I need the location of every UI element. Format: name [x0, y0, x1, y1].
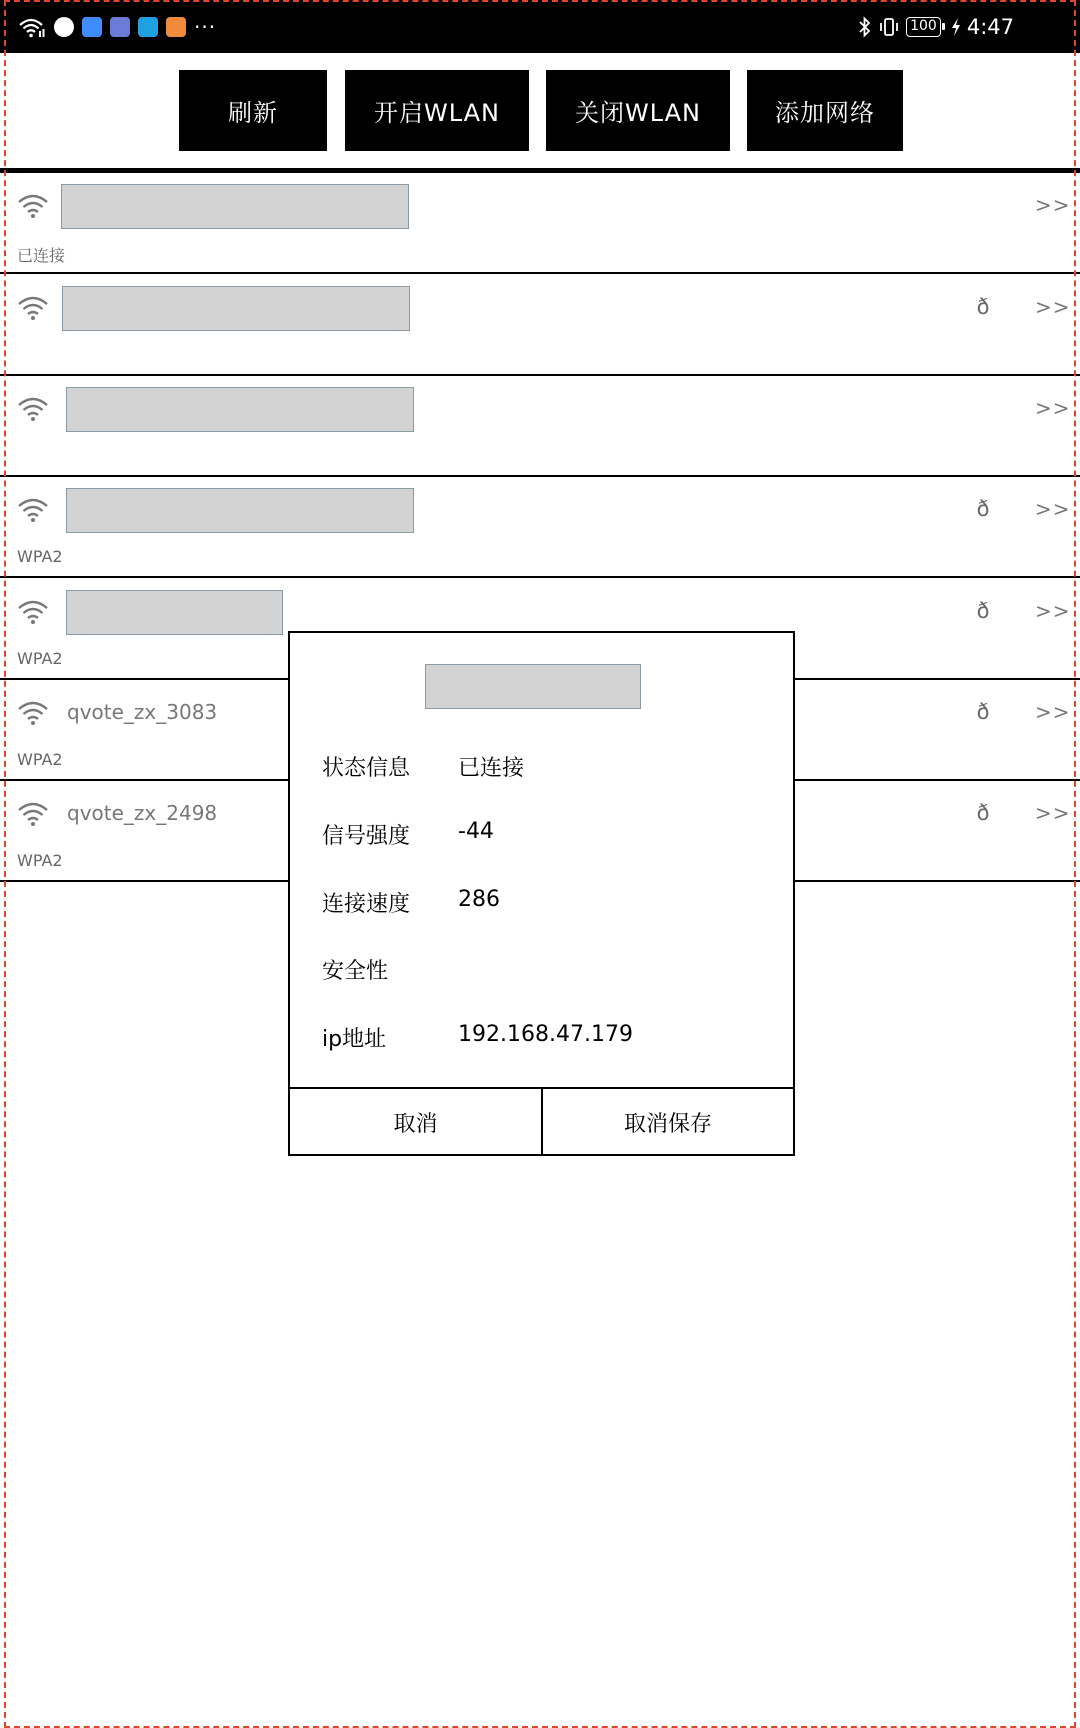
lock-icon: ð [976, 700, 990, 724]
details-arrow[interactable]: >> [1035, 700, 1071, 724]
search-app-icon [138, 17, 158, 37]
network-subtitle: WPA2 [17, 851, 63, 870]
wifi-signal-icon [17, 599, 49, 625]
dialog-button-bar [290, 1087, 793, 1154]
status-time: 4:47 [966, 14, 1014, 39]
dialog-label: 信号强度 [322, 824, 411, 849]
ssid-redacted-box [62, 286, 410, 331]
dialog-title-redacted [425, 664, 641, 709]
network-subtitle: WPA2 [17, 547, 63, 566]
wifi-signal-icon [17, 295, 49, 321]
ssid-redacted-box [61, 184, 409, 229]
lock-icon: ð [976, 295, 990, 319]
bluetooth-icon [858, 16, 872, 38]
ssid-label: qvote_zx_2498 [67, 801, 218, 825]
lock-icon: ð [976, 801, 990, 825]
ssid-redacted-box [66, 387, 414, 432]
dialog-value: 192.168.47.179 [458, 1022, 633, 1047]
disable-wlan-button[interactable]: 关闭WLAN [546, 70, 730, 151]
vibrate-icon [878, 16, 900, 38]
network-details-dialog [288, 631, 795, 1156]
dialog-value: 已连接 [458, 756, 525, 781]
lock-icon: ð [976, 599, 990, 623]
status-bar-right [858, 0, 1014, 53]
network-subtitle: 已连接 [17, 246, 66, 265]
lock-icon: ð [976, 497, 990, 521]
wifi-signal-icon [17, 396, 49, 422]
ssid-redacted-box [66, 590, 283, 635]
ssid-label: qvote_zx_3083 [67, 700, 218, 724]
dialog-label: 安全性 [322, 959, 389, 984]
add-network-button[interactable]: 添加网络 [747, 70, 903, 151]
status-bar-left [18, 0, 216, 53]
wifi-network-row[interactable] [0, 376, 1080, 477]
play-app-icon [166, 17, 186, 37]
toolbar [0, 53, 1080, 170]
wifi-network-row[interactable] [0, 477, 1080, 578]
wifi-network-row[interactable] [0, 275, 1080, 376]
network-subtitle: WPA2 [17, 750, 63, 769]
wifi-network-row[interactable] [0, 173, 1080, 274]
music-app-icon [110, 17, 130, 37]
dialog-label: ip地址 [322, 1027, 387, 1052]
forget-network-button[interactable]: 取消保存 [623, 1112, 712, 1137]
wifi-signal-icon [17, 801, 49, 827]
wifi-signal-icon [17, 700, 49, 726]
dialog-value: -44 [458, 819, 494, 844]
details-arrow[interactable]: >> [1035, 497, 1071, 521]
dialog-value: 286 [458, 887, 500, 912]
details-arrow[interactable]: >> [1035, 801, 1071, 825]
cloud-app-icon [82, 17, 102, 37]
enable-wlan-button[interactable]: 开启WLAN [345, 70, 529, 151]
cancel-button[interactable]: 取消 [393, 1112, 438, 1137]
details-arrow[interactable]: >> [1035, 193, 1071, 217]
status-bar [0, 0, 1080, 53]
more-dots-icon: ··· [194, 14, 217, 39]
wifi-signal-icon [17, 193, 49, 219]
dialog-label: 连接速度 [322, 892, 411, 917]
network-subtitle: WPA2 [17, 649, 63, 668]
details-arrow[interactable]: >> [1035, 599, 1071, 623]
globe-app-icon [54, 17, 74, 37]
charging-bolt-icon [951, 18, 961, 36]
wifi-signal-icon [18, 16, 46, 38]
battery-icon: 100 [906, 17, 941, 37]
wifi-signal-icon [17, 497, 49, 523]
refresh-button[interactable]: 刷新 [179, 70, 327, 151]
ssid-redacted-box [66, 488, 414, 533]
details-arrow[interactable]: >> [1035, 396, 1071, 420]
details-arrow[interactable]: >> [1035, 295, 1071, 319]
dialog-label: 状态信息 [322, 756, 411, 781]
